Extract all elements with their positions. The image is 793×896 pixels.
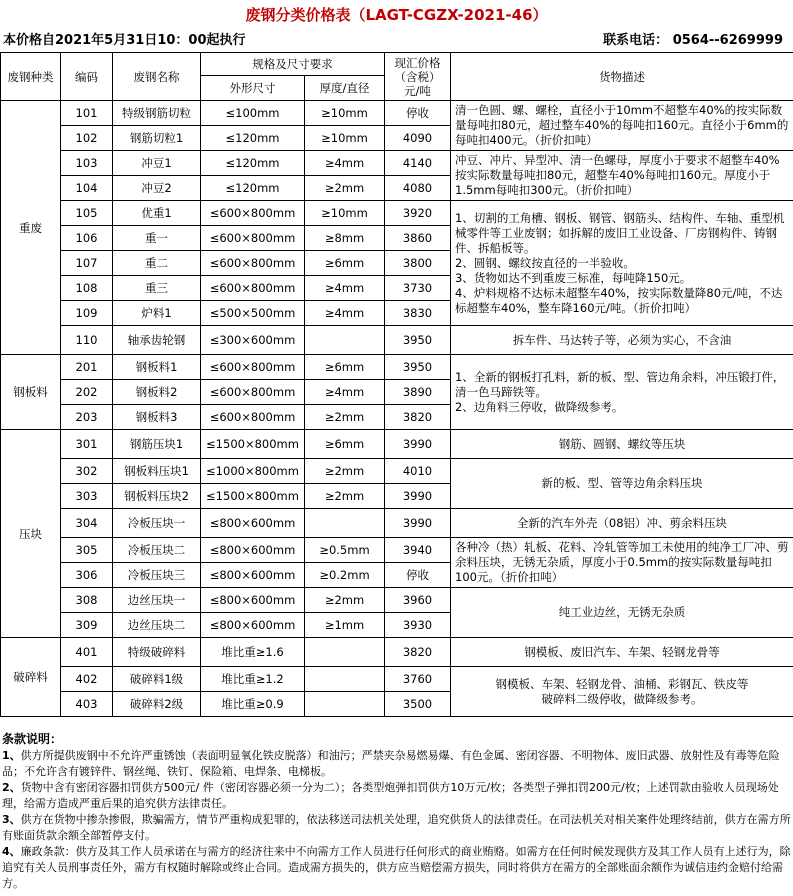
name-cell: 钢筋切粒1	[113, 126, 201, 151]
thickness-cell	[305, 509, 385, 538]
thickness-cell: ≥2mm	[305, 484, 385, 509]
name-cell: 边丝压块一	[113, 588, 201, 613]
description-line: 2、圆钢、螺纹按直径的一半验收。	[455, 255, 635, 270]
terms-item-text: 货物中含有密闭容器扣罚供方500元/ 件（密闭容器必须一分为二）；各类型炮弹扣罚供方10万元/枚；各类型子弹扣罚200元/枚；上述罚款由验收人员现场处理，给需方造成严重后果的追究供方法律责任。	[2, 781, 779, 810]
size-cell: 堆比重≥0.9	[201, 692, 305, 717]
code-cell: 108	[61, 276, 113, 301]
table-row	[1, 326, 793, 355]
price-cell: 3920	[385, 201, 451, 226]
description-line: 4、炉料规格不达标未超整车40%，按实际数量降80元/吨，不达标超整车40%，整车降160元/吨。（折价扣吨）	[455, 285, 783, 315]
name-cell: 冷板压块二	[113, 538, 201, 563]
code-cell: 301	[61, 430, 113, 459]
code-cell: 101	[61, 101, 113, 126]
thickness-cell: ≥6mm	[305, 430, 385, 459]
code-cell: 309	[61, 613, 113, 638]
header-row	[1, 53, 793, 76]
price-cell: 4140	[385, 151, 451, 176]
name-cell: 钢板料3	[113, 405, 201, 430]
header-category: 废钢种类	[1, 53, 61, 101]
name-cell: 钢板料2	[113, 380, 201, 405]
price-cell: 3950	[385, 326, 451, 355]
price-cell: 停收	[385, 101, 451, 126]
price-cell: 4010	[385, 459, 451, 484]
code-cell: 403	[61, 692, 113, 717]
table-row	[1, 509, 793, 538]
price-cell: 3820	[385, 405, 451, 430]
name-cell: 钢板料1	[113, 355, 201, 380]
price-cell: 停收	[385, 563, 451, 588]
table-row	[1, 101, 793, 126]
name-cell: 重三	[113, 276, 201, 301]
size-cell: ≤1500×800mm	[201, 430, 305, 459]
name-cell: 破碎料1级	[113, 667, 201, 692]
code-cell: 304	[61, 509, 113, 538]
thickness-cell: ≥2mm	[305, 459, 385, 484]
thickness-cell: ≥4mm	[305, 276, 385, 301]
description-line: 2、边角料三停收，做降级参考。	[455, 399, 624, 414]
table-row	[1, 355, 793, 380]
size-cell: ≤600×800mm	[201, 355, 305, 380]
size-cell: ≤800×600mm	[201, 588, 305, 613]
price-cell: 3760	[385, 667, 451, 692]
thickness-cell	[305, 638, 385, 667]
size-cell: ≤600×800mm	[201, 276, 305, 301]
thickness-cell: ≥6mm	[305, 355, 385, 380]
table-row	[1, 151, 793, 176]
code-cell: 302	[61, 459, 113, 484]
size-cell: ≤1000×800mm	[201, 459, 305, 484]
terms-item-number: 4、	[2, 845, 21, 858]
thickness-cell: ≥2mm	[305, 405, 385, 430]
thickness-cell	[305, 692, 385, 717]
description-cell	[451, 201, 793, 326]
code-cell: 109	[61, 301, 113, 326]
size-cell: ≤120mm	[201, 176, 305, 201]
name-cell: 重二	[113, 251, 201, 276]
name-cell: 优重1	[113, 201, 201, 226]
code-cell: 104	[61, 176, 113, 201]
code-cell: 308	[61, 588, 113, 613]
size-cell: ≤100mm	[201, 101, 305, 126]
name-cell: 炉料1	[113, 301, 201, 326]
description-cell: 各种冷（热）轧板、花料、冷轧管等加工未使用的纯净工厂冲、剪余料压块，无锈无杂质，厚度小于0.5mm的按实际数量每吨扣100元。（折价扣吨）	[451, 538, 793, 588]
price-cell: 3940	[385, 538, 451, 563]
table-row	[1, 538, 793, 563]
header-size: 外形尺寸	[201, 76, 305, 101]
price-cell: 3930	[385, 613, 451, 638]
size-cell: ≤120mm	[201, 126, 305, 151]
terms-item	[2, 812, 791, 844]
name-cell: 冲豆2	[113, 176, 201, 201]
table-row	[1, 430, 793, 459]
size-cell: ≤800×600mm	[201, 509, 305, 538]
size-cell: ≤800×600mm	[201, 538, 305, 563]
name-cell: 特级钢筋切粒	[113, 101, 201, 126]
size-cell: ≤600×800mm	[201, 201, 305, 226]
header-desc: 货物描述	[451, 53, 793, 101]
description-cell: 新的板、型、管等边角余料压块	[451, 459, 793, 509]
thickness-cell: ≥0.2mm	[305, 563, 385, 588]
name-cell: 破碎料2级	[113, 692, 201, 717]
code-cell: 201	[61, 355, 113, 380]
size-cell: ≤600×800mm	[201, 405, 305, 430]
price-cell: 3730	[385, 276, 451, 301]
price-cell: 4090	[385, 126, 451, 151]
table-row	[1, 201, 793, 226]
code-cell: 306	[61, 563, 113, 588]
size-cell: ≤600×800mm	[201, 251, 305, 276]
price-cell: 3890	[385, 380, 451, 405]
name-cell: 轴承齿轮钢	[113, 326, 201, 355]
terms-section	[0, 731, 793, 892]
contact-phone: 联系电话： 0564--6269999	[603, 33, 783, 48]
terms-item	[2, 748, 791, 780]
name-cell: 冲豆1	[113, 151, 201, 176]
size-cell: ≤600×800mm	[201, 226, 305, 251]
description-cell: 拆车件、马达转子等，必须为实心，不含油	[451, 326, 793, 355]
description-line: 破碎料二级停收，做降级参考。	[541, 691, 703, 706]
category-cell: 重废	[1, 101, 61, 355]
header-name: 废钢名称	[113, 53, 201, 101]
code-cell: 102	[61, 126, 113, 151]
size-cell: ≤800×600mm	[201, 563, 305, 588]
name-cell: 冷板压块一	[113, 509, 201, 538]
description-cell: 冲豆、冲片、异型冲、清一色螺母，厚度小于要求不超整车40%按实际数量每吨扣80元，超整车40%每吨扣160元。厚度小于1.5mm每吨扣300元。（折价扣吨）	[451, 151, 793, 201]
terms-item-number: 1、	[2, 749, 21, 762]
description-cell	[451, 355, 793, 430]
description-line: 钢模板、车架、轻钢龙骨、油桶、彩钢瓦、铁皮等	[495, 676, 749, 691]
price-cell: 3830	[385, 301, 451, 326]
code-cell: 402	[61, 667, 113, 692]
code-cell: 106	[61, 226, 113, 251]
size-cell: ≤120mm	[201, 151, 305, 176]
size-cell: ≤300×600mm	[201, 326, 305, 355]
terms-item-text: 廉政条款：供方及其工作人员承诺在与需方的经济往来中不向需方工作人员进行任何形式的商业贿赂。如需方在任何时候发现供方及其工作人员有上述行为，除追究有关人员刑事责任外，需方有权随时解除或终止合同。造成需方损失的，供方应当赔偿需方损失，同时将供方在需方的全部账面余额作为诚信违约金赔付给需方。	[2, 845, 791, 890]
code-cell: 203	[61, 405, 113, 430]
code-cell: 107	[61, 251, 113, 276]
description-line: 3、货物如达不到重废三标准，每吨降150元。	[455, 270, 692, 285]
header-spec: 规格及尺寸要求	[201, 53, 385, 76]
category-cell: 钢板料	[1, 355, 61, 430]
thickness-cell: ≥4mm	[305, 301, 385, 326]
thickness-cell: ≥2mm	[305, 176, 385, 201]
price-cell: 3820	[385, 638, 451, 667]
category-cell: 破碎料	[1, 638, 61, 717]
price-cell: 3960	[385, 588, 451, 613]
price-cell: 3990	[385, 484, 451, 509]
code-cell: 105	[61, 201, 113, 226]
size-cell: ≤800×600mm	[201, 613, 305, 638]
code-cell: 103	[61, 151, 113, 176]
thickness-cell: ≥0.5mm	[305, 538, 385, 563]
name-cell: 钢板料压块1	[113, 459, 201, 484]
thickness-cell: ≥4mm	[305, 151, 385, 176]
description-cell: 钢筋、圆钢、螺纹等压块	[451, 430, 793, 459]
price-table	[0, 52, 793, 717]
name-cell: 边丝压块二	[113, 613, 201, 638]
description-cell: 全新的汽车外壳（08铝）冲、剪余料压块	[451, 509, 793, 538]
name-cell: 重一	[113, 226, 201, 251]
header-thickness: 厚度/直径	[305, 76, 385, 101]
thickness-cell: ≥10mm	[305, 201, 385, 226]
code-cell: 202	[61, 380, 113, 405]
thickness-cell: ≥10mm	[305, 101, 385, 126]
table-row	[1, 638, 793, 667]
code-cell: 401	[61, 638, 113, 667]
name-cell: 钢板料压块2	[113, 484, 201, 509]
description-cell: 清一色圆、螺、螺栓，直径小于10mm不超整车40%的按实际数量每吨扣80元，超过整车40%的每吨扣160元。直径小于6mm的每吨扣400元。（折价扣吨）	[451, 101, 793, 151]
size-cell: ≤600×800mm	[201, 380, 305, 405]
size-cell: 堆比重≥1.2	[201, 667, 305, 692]
price-cell: 3990	[385, 509, 451, 538]
name-cell: 冷板压块三	[113, 563, 201, 588]
description-line: 1、全新的钢板打孔料，新的板、型、管边角余料，冲压锻打件，清一色马蹄铁等。	[455, 369, 785, 399]
terms-item-number: 2、	[2, 781, 21, 794]
category-cell: 压块	[1, 430, 61, 638]
thickness-cell: ≥2mm	[305, 588, 385, 613]
header-code: 编码	[61, 53, 113, 101]
size-cell: ≤500×500mm	[201, 301, 305, 326]
price-cell: 3860	[385, 226, 451, 251]
price-cell: 3990	[385, 430, 451, 459]
name-cell: 特级破碎料	[113, 638, 201, 667]
code-cell: 305	[61, 538, 113, 563]
terms-item-number: 3、	[2, 813, 21, 826]
size-cell: 堆比重≥1.6	[201, 638, 305, 667]
price-cell: 4080	[385, 176, 451, 201]
terms-item	[2, 844, 791, 892]
size-cell: ≤1500×800mm	[201, 484, 305, 509]
thickness-cell: ≥4mm	[305, 380, 385, 405]
thickness-cell: ≥10mm	[305, 126, 385, 151]
price-cell: 3500	[385, 692, 451, 717]
description-cell: 钢模板、废旧汽车、车架、轻钢龙骨等	[451, 638, 793, 667]
terms-heading: 条款说明：	[2, 732, 63, 746]
table-row	[1, 667, 793, 692]
code-cell: 110	[61, 326, 113, 355]
sheet-title: 废钢分类价格表（LAGT-CGZX-2021-46）	[245, 6, 548, 24]
terms-item-text: 供方在货物中掺杂掺假，欺骗需方，情节严重构成犯罪的，依法移送司法机关处理，追究供货人的法律责任。在司法机关对相关案件处理终结前，供方在需方所有账面货款余额全部暂停支付。	[2, 813, 791, 842]
description-cell: 纯工业边丝，无锈无杂质	[451, 588, 793, 638]
thickness-cell: ≥1mm	[305, 613, 385, 638]
table-row	[1, 588, 793, 613]
description-line: 1、切割的工角槽、钢板、钢管、钢筋头、结构件、车轴、重型机械零件等工业废钢；如拆解的废旧工业设备、厂房钢构件、铸钢件、拆船板等。	[455, 210, 785, 255]
code-cell: 303	[61, 484, 113, 509]
thickness-cell	[305, 667, 385, 692]
name-cell: 钢筋压块1	[113, 430, 201, 459]
thickness-cell: ≥6mm	[305, 251, 385, 276]
thickness-cell	[305, 326, 385, 355]
description-cell	[451, 667, 793, 717]
terms-item-text: 供方所提供废钢中不允许严重锈蚀（表面明显氧化铁皮脱落）和油污；严禁夹杂易燃易爆、有色金属、密闭容器、不明物体、废旧武器、放射性及有毒等危险品；不允许含有镀锌件、钢丝绳、铁钉、保险箱、电焊条、电梯板。	[2, 749, 780, 778]
terms-item	[2, 780, 791, 812]
table-row	[1, 459, 793, 484]
price-cell: 3800	[385, 251, 451, 276]
thickness-cell: ≥8mm	[305, 226, 385, 251]
price-cell: 3950	[385, 355, 451, 380]
header-price: 现汇价格（含税）元/吨	[385, 53, 451, 101]
effective-date: 本价格自2021年5月31日10：00起执行	[3, 33, 246, 48]
